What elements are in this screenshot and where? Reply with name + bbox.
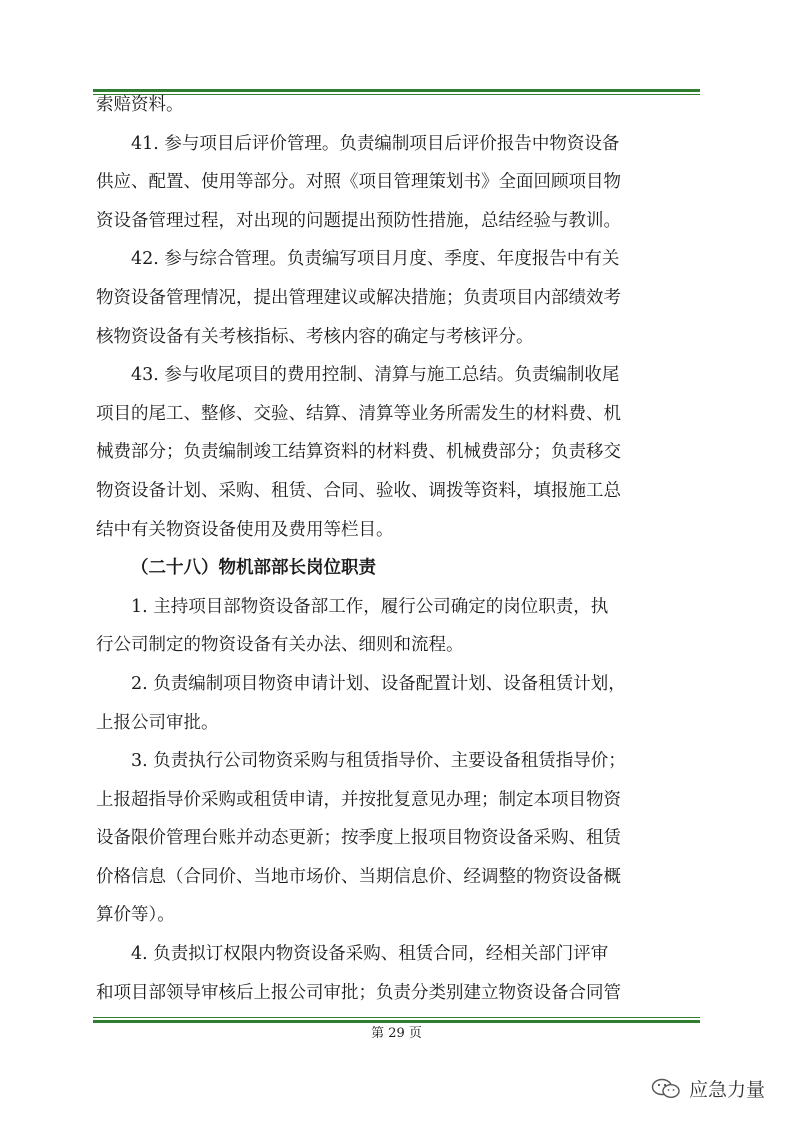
text-line: 价格信息（合同价、当地市场价、当期信息价、经调整的物资设备概 xyxy=(96,866,621,887)
text-line: 物资设备计划、采购、租赁、合同、验收、调拨等资料，填报施工总 xyxy=(96,480,621,501)
text-line: 和项目部领导审核后上报公司审批；负责分类别建立物资设备合同管 xyxy=(96,982,621,1003)
text-line: 上报超指导价采购或租赁申请，并按批复意见办理；制定本项目物资 xyxy=(96,789,621,810)
paragraph xyxy=(96,942,700,1019)
text-line: 41. 参与项目后评价管理。负责编制项目后评价报告中物资设备 xyxy=(131,133,620,154)
text-line: 2. 负责编制项目物资申请计划、设备配置计划、设备租赁计划， xyxy=(131,673,626,694)
text-line: 42. 参与综合管理。负责编写项目月度、季度、年度报告中有关 xyxy=(131,249,620,270)
text-line: 械费部分；负责编制竣工结算资料的材料费、机械费部分；负责移交 xyxy=(96,442,621,463)
paragraph xyxy=(96,672,700,749)
text-line: 索赔资料。 xyxy=(96,95,184,115)
section-heading: （二十八）物机部部长岗位职责 xyxy=(131,558,376,579)
page-number: 第 29 页 xyxy=(371,1026,422,1041)
text-line: 设备限价管理台账并动态更新；按季度上报项目物资设备采购、租赁 xyxy=(96,828,621,849)
text-line: 物资设备管理情况，提出管理建议或解决措施；负责项目内部绩效考 xyxy=(96,287,621,308)
text-line: 43. 参与收尾项目的费用控制、清算与施工总结。负责编制收尾 xyxy=(131,365,620,386)
text-line: 资设备管理过程，对出现的问题提出预防性措施，总结经验与教训。 xyxy=(96,210,621,231)
text-line: 3. 负责执行公司物资采购与租赁指导价、主要设备租赁指导价； xyxy=(131,751,626,772)
paragraph xyxy=(96,247,700,363)
text-line: 上报公司审批。 xyxy=(96,712,219,733)
text-line: 4. 负责拟订权限内物资设备采购、租赁合同，经相关部门评审 xyxy=(131,944,609,965)
text-line: 1. 主持项目部物资设备部工作，履行公司确定的岗位职责，执 xyxy=(131,596,609,617)
document-body xyxy=(96,93,700,1019)
paragraph xyxy=(96,749,700,942)
text-line: 结中有关物资设备使用及费用等栏目。 xyxy=(96,519,394,540)
text-line: 行公司制定的物资设备有关办法、细则和流程。 xyxy=(96,635,464,656)
text-line: 供应、配置、使用等部分。对照《项目管理策划书》全面回顾项目物 xyxy=(96,172,621,193)
watermark-text: 应急力量 xyxy=(688,1079,765,1101)
text-line: 核物资设备有关考核指标、考核内容的确定与考核评分。 xyxy=(96,326,534,347)
text-line: 算价等）。 xyxy=(96,905,175,926)
paragraph xyxy=(96,363,700,556)
watermark xyxy=(651,1075,765,1102)
wechat-icon xyxy=(651,1078,681,1100)
paragraph xyxy=(96,132,700,248)
paragraph xyxy=(96,595,700,672)
text-line: 项目的尾工、整修、交验、结算、清算等业务所需发生的材料费、机 xyxy=(96,403,621,424)
paragraph xyxy=(96,93,700,132)
